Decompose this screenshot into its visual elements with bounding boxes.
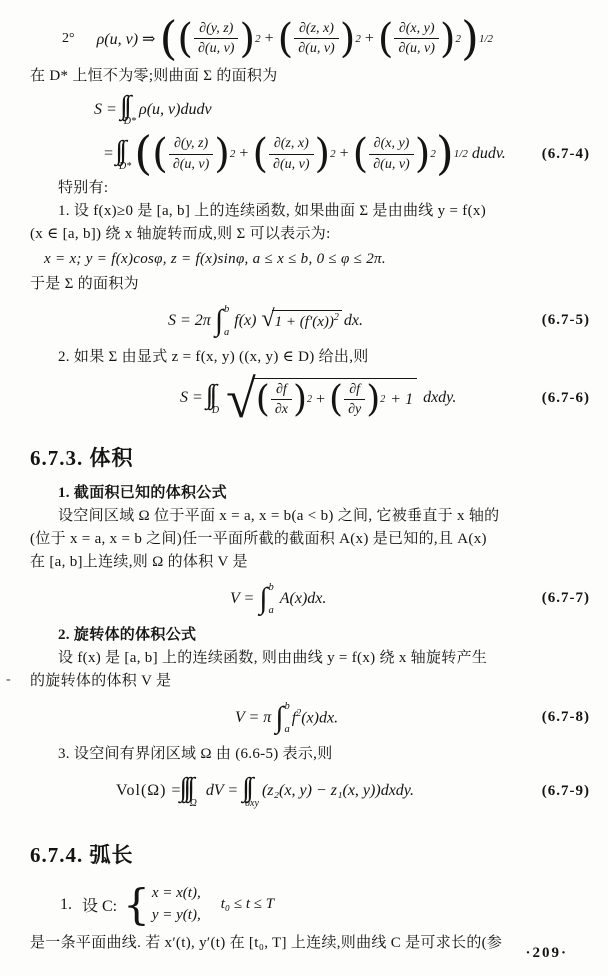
paragraph: 在 [a, b]上连续,则 Ω 的体积 V 是 (30, 553, 248, 570)
plus-sign: + (316, 390, 326, 408)
equation-lhs: V = (230, 589, 255, 607)
case-row: x = x(t), (151, 884, 201, 901)
integrand: (z₂(x, y) − z₁(x, y))dxdy. (261, 782, 415, 800)
plus-sign: + (264, 29, 274, 47)
jacobian-fraction: $\frac{\partial(z, x)}{\partial(u, v)}$ (269, 135, 313, 173)
exponent: 2 (333, 312, 339, 324)
paragraph: 是一条平面曲线. 若 x′(t), y′(t) 在 [t₀, T] 上连续,则曲线 C 是可求长的(参 (30, 935, 503, 952)
paragraph: (位于 x = a, x = b 之间)任一平面所截的截面积 A(x) 是已知的,且 A(x) (30, 530, 487, 547)
equation-lhs: ρ(u, v) ⇒ (96, 30, 156, 48)
exponent-half: 1/2 (478, 32, 494, 45)
section-heading-673: 6.7.3. 体积 (30, 445, 134, 470)
integrand: ρ(u, v)dudv (139, 100, 212, 118)
paragraph: 2. 如果 Σ 由显式 z = f(x, y) ((x, y) ∈ D) 给出,则 (58, 348, 369, 365)
scan-artifact: - (6, 672, 11, 687)
exponent: 2 (307, 394, 312, 406)
paren-close: ) (314, 131, 331, 178)
plus-sign: + (239, 145, 249, 163)
equation-rho (30, 11, 594, 65)
item-label: 2° (62, 30, 75, 46)
equation-lhs: S = (94, 100, 117, 118)
paren-close: ) (439, 15, 456, 62)
equation-lhs: Vol(Ω) = (116, 782, 182, 800)
equation-lhs: S = (180, 389, 203, 407)
paren-open: ( (159, 11, 178, 65)
equation-curve-c (30, 879, 594, 929)
equation-number: (6.7-7) (541, 590, 590, 607)
equation-parametric: x = x; y = f(x)cosφ, z = f(x)sinφ, a ≤ x ≤ b, 0 ≤ φ ≤ 2π. (44, 250, 386, 267)
paren-close: ) (366, 378, 381, 420)
integral: ∫ b a (259, 581, 274, 616)
triple-integral: Ω (189, 797, 197, 809)
exponent: 2 (380, 394, 386, 406)
jacobian-fraction: $\frac{\partial(y, z)}{\partial(u, v)}$ (194, 20, 238, 58)
page-number: ·209· (525, 945, 568, 961)
jacobian-fraction: $\frac{\partial(y, z)}{\partial(u, v)}$ (169, 135, 213, 173)
paragraph: 2. 旋转体的体积公式 (58, 626, 197, 643)
equation-6-7-9 (30, 774, 594, 809)
paren-open: ( (252, 131, 269, 178)
jacobian-fraction: $\frac{\partial(x, y)}{\partial(u, v)}$ (369, 135, 413, 173)
integral: ∫ b a (275, 700, 290, 735)
paren-close: ) (435, 126, 454, 181)
section-heading-674: 6.7.4. 弧长 (30, 842, 134, 867)
equation-number: (6.7-6) (541, 389, 590, 406)
square-root: √ ( $\frac{\partial f}{\partial x}$ ) 2 + ( $\frac{\partial f}{\partial y}$ ) 2 + 1 (226, 377, 417, 420)
exponent: 2 (255, 32, 261, 45)
exponent: 2 (355, 32, 361, 45)
integrand: dV = (205, 782, 239, 800)
equation-6-7-4 (30, 126, 594, 181)
curve-intro: 设 C: (82, 898, 118, 916)
paren-open: ( (352, 131, 369, 178)
paragraph: (x ∈ [a, b]) 绕 x 轴旋转而成,则 Σ 可以表示为: (30, 225, 331, 242)
exponent: 2 (430, 148, 436, 161)
differential: dxdy. (423, 389, 457, 407)
paren-close: ) (414, 131, 431, 178)
exponent: 2 (455, 32, 462, 45)
paren-close: ) (292, 378, 307, 420)
jacobian-fraction: $\frac{\partial(z, x)}{\partial(u, v)}$ (294, 20, 338, 58)
paren-open: ( (377, 15, 394, 62)
brace: { (123, 879, 150, 929)
double-integral: D* (119, 160, 132, 172)
paragraph: 的旋转体的体积 V 是 (30, 672, 172, 689)
differential: dx. (343, 311, 363, 329)
item-label: 1. (60, 895, 72, 913)
parameter-range: t₀ ≤ t ≤ T (220, 896, 275, 913)
paren-close: ) (214, 131, 230, 178)
exponent: 2 (229, 148, 236, 161)
paren-close: ) (239, 15, 256, 62)
equation-number: (6.7-5) (541, 312, 590, 329)
paren-close: ) (339, 15, 356, 62)
jacobian-fraction: $\frac{\partial(x, y)}{\partial(u, v)}$ (394, 20, 438, 58)
paren-open: ( (152, 131, 168, 178)
cases-group (123, 879, 201, 929)
double-integral: σxy (245, 797, 259, 809)
paragraph: 1. 设 f(x)≥0 是 [a, b] 上的连续函数, 如果曲面 Σ 是由曲线 y = f(x) (58, 202, 486, 219)
paren-open: ( (177, 15, 194, 62)
paren-open: ( (329, 378, 344, 420)
integrand: A(x)dx. (279, 589, 327, 607)
integral: ∫ b a (214, 303, 230, 338)
paragraph: 设 f(x) 是 [a, b] 上的连续函数, 则由曲线 y = f(x) 绕 x 轴旋转产生 (58, 649, 488, 666)
double-integral: D (211, 404, 220, 416)
paren-open: ( (134, 126, 153, 181)
equals-sign: = (104, 145, 114, 163)
plus-sign: + (339, 145, 349, 163)
plus-sign: + (364, 29, 374, 47)
square-root: √ $1 + (f'(x))^2$ (261, 310, 341, 331)
partial-fraction: $\frac{\partial f}{\partial x}$ (271, 381, 292, 419)
equation-lhs: V = π (235, 708, 272, 726)
case-row: y = y(t), (151, 906, 201, 923)
paragraph: 设空间区域 Ω 位于平面 x = a, x = b(a < b) 之间, 它被垂直于 x 轴的 (58, 507, 500, 524)
integrand: f(x) (234, 311, 257, 329)
exponent: 2 (296, 708, 302, 720)
paren-open: ( (277, 15, 294, 62)
differential: dudv. (471, 145, 506, 163)
equation-lhs: S = 2π (168, 311, 211, 329)
paragraph: 1. 截面积已知的体积公式 (58, 484, 227, 501)
exponent-half: 1/2 (453, 148, 468, 161)
exponent: 2 (330, 148, 336, 161)
equation-number: (6.7-4) (541, 145, 590, 162)
paragraph: 在 D* 上恒不为零;则曲面 Σ 的面积为 (30, 68, 278, 85)
plus-one: + 1 (390, 390, 414, 408)
paragraph: 于是 Σ 的面积为 (30, 275, 139, 292)
equation-6-7-7 (30, 582, 594, 616)
paren-close: ) (461, 11, 479, 65)
equation-s-line1 (30, 92, 594, 127)
equation-6-7-8 (30, 701, 594, 735)
equation-6-7-6 (30, 368, 594, 429)
partial-fraction: $\frac{\partial f}{\partial y}$ (344, 381, 365, 419)
integrand: $f^2(x)dx$. (291, 708, 339, 727)
double-integral: D* (123, 116, 137, 128)
paragraph: 特别有: (58, 179, 109, 196)
equation-number: (6.7-8) (541, 709, 590, 726)
paren-open: ( (255, 378, 270, 420)
equation-6-7-5 (30, 304, 594, 338)
paragraph: 3. 设空间有界闭区域 Ω 由 (6.6-5) 表示,则 (58, 745, 333, 762)
equation-number: (6.7-9) (541, 782, 590, 799)
